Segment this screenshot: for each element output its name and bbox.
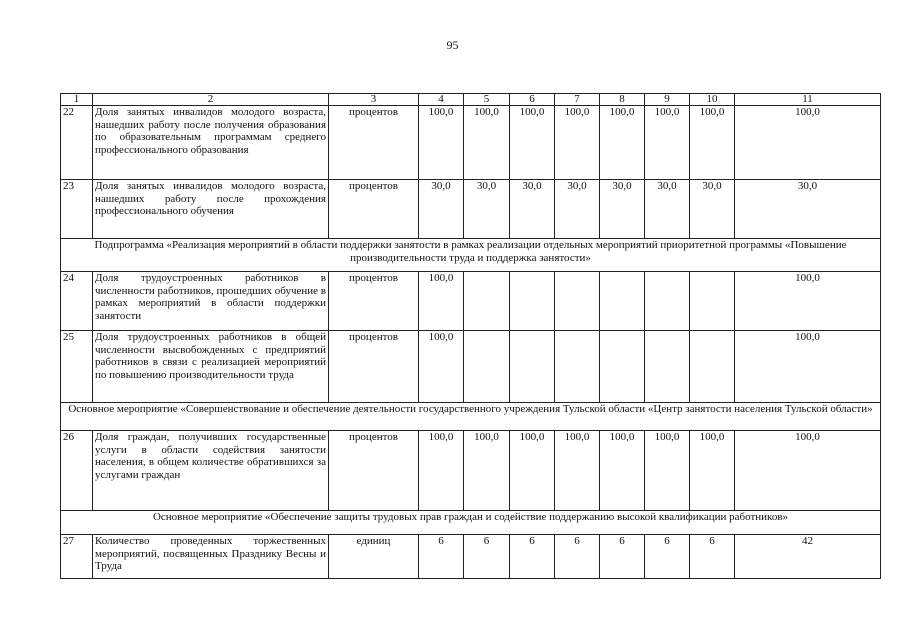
year-value-cell: 100,0 [419,106,464,180]
year-value-cell [690,331,735,403]
year-value-cell: 100,0 [464,106,510,180]
target-value-cell: 100,0 [735,106,881,180]
year-value-cell: 100,0 [510,431,555,511]
column-number-cell: 10 [690,94,735,106]
target-value-cell: 100,0 [735,331,881,403]
unit-cell: процентов [329,272,419,331]
section-row [61,403,881,431]
year-value-cell: 100,0 [419,331,464,403]
table-row [61,431,881,511]
year-value-cell: 6 [419,535,464,579]
year-value-cell: 30,0 [600,180,645,239]
table-row [61,535,881,579]
year-value-cell [645,272,690,331]
indicator-name: Доля граждан, получивших государственные услуги в области содействия занятости населения, в общем количестве обратившихся за услугами граждан [93,431,329,511]
year-value-cell [690,272,735,331]
row-number: 22 [61,106,93,180]
column-number-cell: 9 [645,94,690,106]
year-value-cell [555,272,600,331]
year-value-cell: 30,0 [419,180,464,239]
row-number: 24 [61,272,93,331]
row-number: 25 [61,331,93,403]
column-number-cell: 11 [735,94,881,106]
indicator-name: Количество проведенных торжественных мероприятий, посвященных Празднику Весны и Труда [93,535,329,579]
page-number: 95 [446,38,459,52]
column-number-row [61,94,881,106]
year-value-cell: 30,0 [510,180,555,239]
target-value-cell: 100,0 [735,272,881,331]
year-value-cell: 100,0 [510,106,555,180]
year-value-cell [510,331,555,403]
indicators-table [60,93,881,579]
section-row [61,239,881,272]
indicator-name: Доля трудоустроенных работников в численности работников, прошедших обучение в рамках мероприятий в области поддержки занятости [93,272,329,331]
year-value-cell: 6 [555,535,600,579]
column-number-cell: 4 [419,94,464,106]
year-value-cell [464,272,510,331]
year-value-cell: 6 [690,535,735,579]
year-value-cell: 6 [510,535,555,579]
year-value-cell: 30,0 [555,180,600,239]
year-value-cell [510,272,555,331]
year-value-cell [464,331,510,403]
table-row [61,331,881,403]
year-value-cell [600,331,645,403]
column-number-cell: 1 [61,94,93,106]
year-value-cell: 100,0 [645,431,690,511]
indicator-name: Доля занятых инвалидов молодого возраста, нашедших работу после получения образования по образовательным программам среднего профессионального образования [93,106,329,180]
year-value-cell: 100,0 [555,431,600,511]
indicator-name: Доля занятых инвалидов молодого возраста, нашедших работу после прохождения профессионального обучения [93,180,329,239]
year-value-cell: 100,0 [419,272,464,331]
section-row [61,511,881,535]
column-number-cell: 3 [329,94,419,106]
column-number-cell: 8 [600,94,645,106]
unit-cell: процентов [329,431,419,511]
section-title: Основное мероприятие «Совершенствование и обеспечение деятельности государственного учреждения Тульской области «Центр занятости населения Тульской области» [61,403,881,431]
year-value-cell: 30,0 [645,180,690,239]
target-value-cell: 30,0 [735,180,881,239]
year-value-cell: 100,0 [419,431,464,511]
year-value-cell: 100,0 [555,106,600,180]
table-row [61,272,881,331]
unit-cell: процентов [329,106,419,180]
year-value-cell: 100,0 [690,106,735,180]
year-value-cell: 30,0 [690,180,735,239]
unit-cell: процентов [329,331,419,403]
row-number: 26 [61,431,93,511]
year-value-cell: 100,0 [464,431,510,511]
section-title: Основное мероприятие «Обеспечение защиты трудовых прав граждан и содействие поддержанию высокой квалификации работников» [61,511,881,535]
table-row [61,180,881,239]
year-value-cell: 6 [600,535,645,579]
year-value-cell: 100,0 [645,106,690,180]
column-number-cell: 7 [555,94,600,106]
row-number: 27 [61,535,93,579]
year-value-cell [645,331,690,403]
unit-cell: единиц [329,535,419,579]
year-value-cell: 100,0 [600,106,645,180]
section-title: Подпрограмма «Реализация мероприятий в области поддержки занятости в рамках реализации отдельных мероприятий приоритетной программы «Повышение производительности труда и поддержка занятости» [61,239,881,272]
column-number-cell: 6 [510,94,555,106]
year-value-cell [600,272,645,331]
target-value-cell: 100,0 [735,431,881,511]
column-number-cell: 2 [93,94,329,106]
year-value-cell: 6 [645,535,690,579]
year-value-cell: 6 [464,535,510,579]
target-value-cell: 42 [735,535,881,579]
year-value-cell [555,331,600,403]
year-value-cell: 100,0 [690,431,735,511]
unit-cell: процентов [329,180,419,239]
year-value-cell: 30,0 [464,180,510,239]
table-row [61,106,881,180]
row-number: 23 [61,180,93,239]
column-number-cell: 5 [464,94,510,106]
year-value-cell: 100,0 [600,431,645,511]
indicator-name: Доля трудоустроенных работников в общей численности высвобожденных с предприятий работников в связи с реализацией мероприятий по повышению производительности труда [93,331,329,403]
